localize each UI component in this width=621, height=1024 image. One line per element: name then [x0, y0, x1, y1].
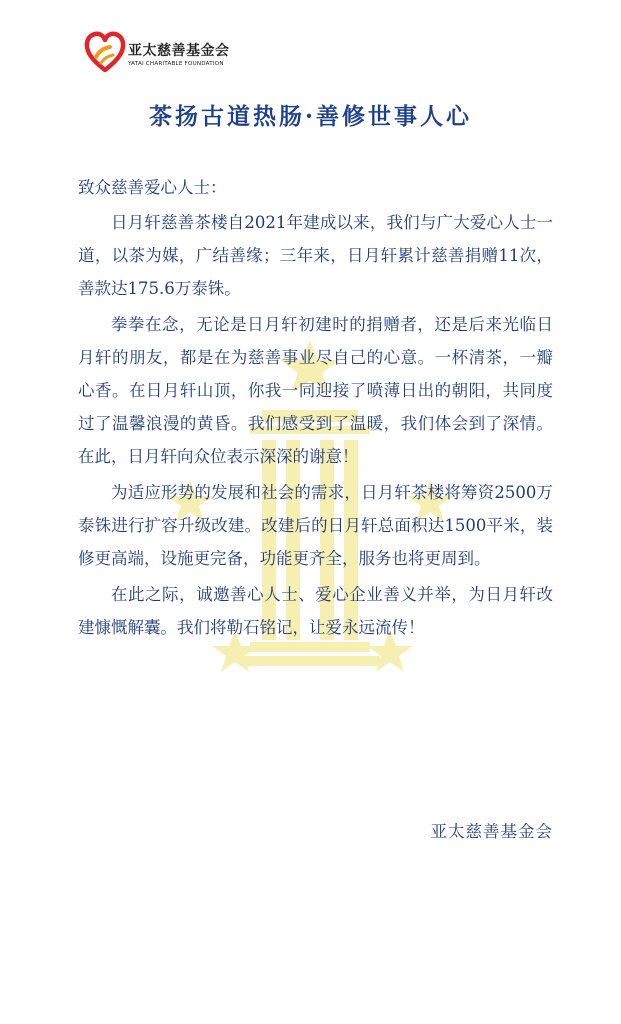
- paragraph-1: 日月轩慈善茶楼自2021年建成以来，我们与广大爱心人士一道，以茶为媒，广结善缘；三年来，日月轩累计慈善捐赠11次，善款达175.6万泰铢。: [78, 213, 553, 298]
- signature: 亚太慈善基金会: [430, 822, 553, 841]
- paragraph-3: 为适应形势的发展和社会的需求，日月轩茶楼将筹资2500万泰铢进行扩容升级改建。改建后的日月轩总面积达1500平米，装修更高端，设施更完备，功能更齐全，服务也将更周到。: [78, 483, 553, 568]
- heart-hands-icon: [84, 30, 126, 74]
- paragraph-4: 在此之际，诚邀善心人士、爱心企业善义并举，为日月轩改建慷慨解囊。我们将勒石铭记，让爱永远流传！: [78, 585, 553, 637]
- letter-body: [78, 170, 553, 644]
- letter-title: 茶扬古道热肠·善修世事人心: [148, 103, 472, 130]
- logo-name-en: YATAI CHARITABLE FOUNDATION: [128, 61, 224, 67]
- logo-name-cn: 亚太慈善基金会: [128, 43, 230, 59]
- paragraph-2: 拳拳在念，无论是日月轩初建时的捐赠者，还是后来光临日月轩的朋友，都是在为慈善事业尽自己的心意。一杯清茶，一瓣心香。在日月轩山顶，你我一同迎接了喷薄日出的朝阳，共同度过了温馨浪漫的黄昏。我们感受到了温暖，我们体会到了深情。在此，日月轩向众位表示深深的谢意！: [78, 315, 553, 466]
- salutation: 致众慈善爱心人士：: [78, 178, 227, 197]
- foundation-logo: [84, 30, 244, 76]
